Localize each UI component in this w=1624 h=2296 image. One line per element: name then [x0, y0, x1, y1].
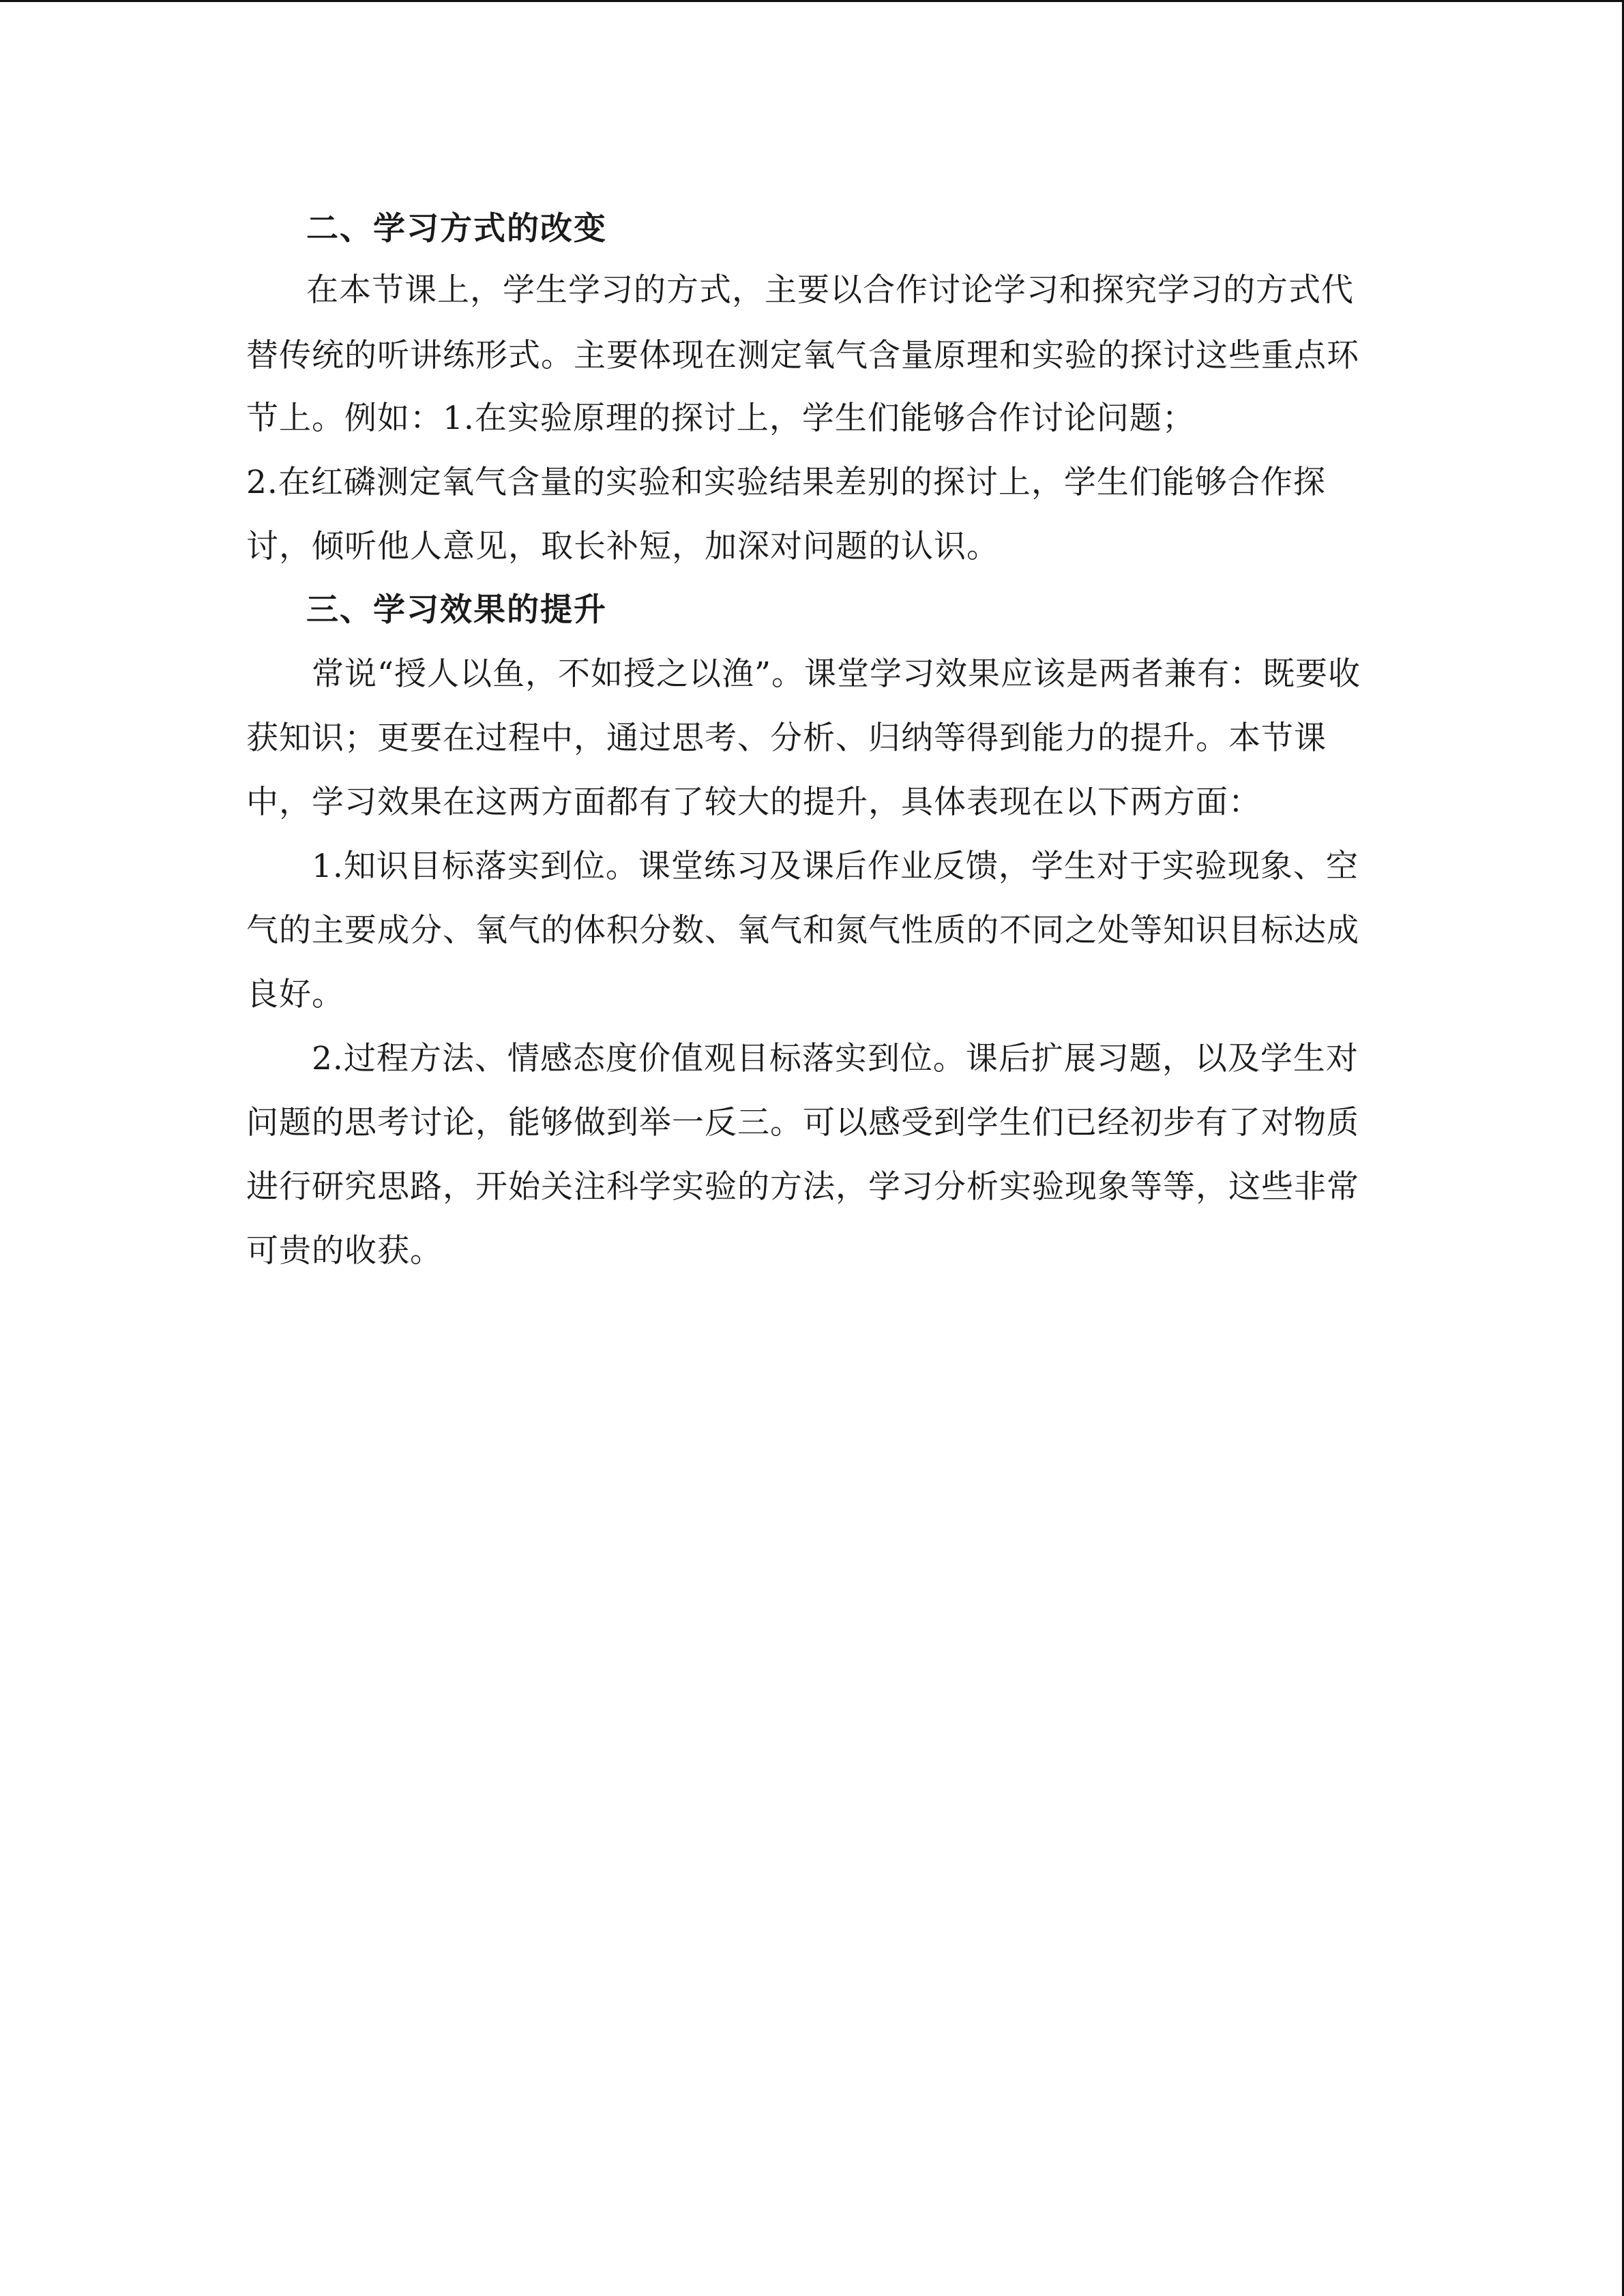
paragraph-line: 中，学习效果在这两方面都有了较大的提升，具体表现在以下两方面：: [246, 784, 1261, 821]
paragraph-line: 气的主要成分、氧气的体积分数、氧气和氮气性质的不同之处等知识目标达成: [246, 912, 1359, 949]
section-heading-learning-method: 二、学习方式的改变: [306, 210, 607, 248]
paragraph-line: 1.知识目标落实到位。课堂练习及课后作业反馈，学生对于实验现象、空: [312, 848, 1359, 885]
paragraph-line: 获知识；更要在过程中，通过思考、分析、归纳等得到能力的提升。本节课: [246, 719, 1327, 757]
paragraph-line: 进行研究思路，开始关注科学实验的方法，学习分析实验现象等等，这些非常: [246, 1168, 1359, 1206]
paragraph-line: 节上。例如：1.在实验原理的探讨上，学生们能够合作讨论问题；: [246, 400, 1195, 437]
paragraph-line: 可贵的收获。: [246, 1232, 443, 1270]
paragraph-line: 良好。: [246, 976, 344, 1013]
paragraph-line: 在本节课上，学生学习的方式，主要以合作讨论学习和探究学习的方式代: [306, 271, 1354, 309]
section-heading-learning-effect: 三、学习效果的提升: [306, 591, 607, 629]
paragraph-line: 2.在红磷测定氧气含量的实验和实验结果差别的探讨上，学生们能够合作探: [246, 464, 1326, 501]
paragraph-line: 问题的思考讨论，能够做到举一反三。可以感受到学生们已经初步有了对物质: [246, 1104, 1359, 1142]
paragraph-line: 替传统的听讲练形式。主要体现在测定氧气含量原理和实验的探讨这些重点环: [246, 337, 1359, 374]
paragraph-line: 2.过程方法、情感态度价值观目标落实到位。课后扩展习题，以及学生对: [312, 1040, 1359, 1077]
paragraph-line: 讨，倾听他人意见，取长补短，加深对问题的认识。: [246, 528, 999, 565]
paragraph-line: 常说“授人以鱼，不如授之以渔”。课堂学习效果应该是两者兼有：既要收: [312, 655, 1361, 693]
